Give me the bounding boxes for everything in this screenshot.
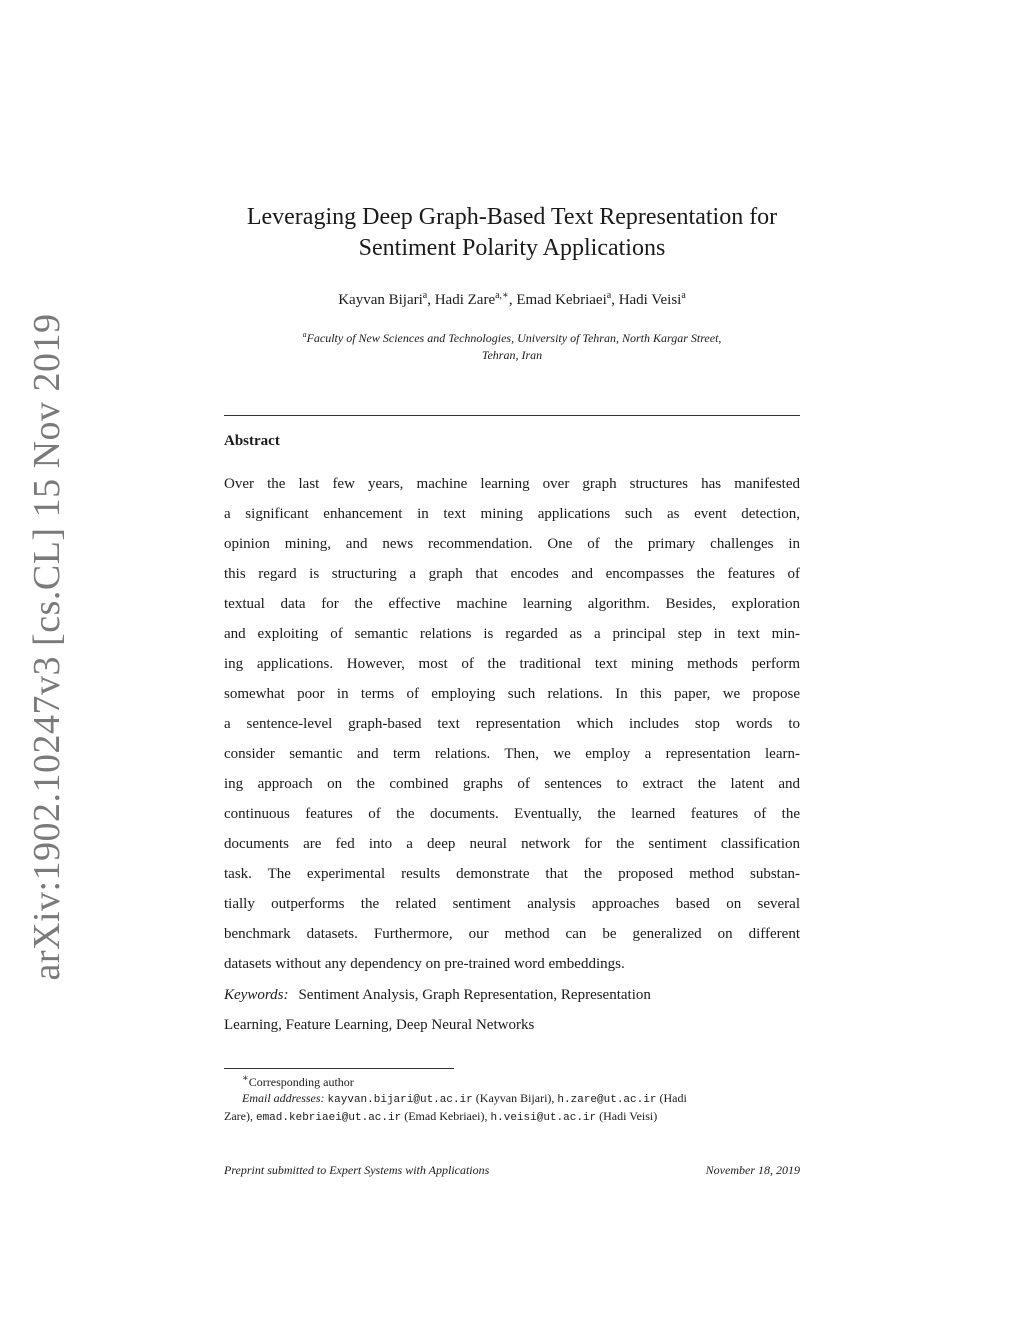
affiliation [224,326,800,364]
abstract-line: ing applications. However, most of the traditional text mining methods perform [224,656,800,672]
abstract-line: datasets without any dependency on pre-trained word embeddings. [224,956,625,972]
keywords [224,980,800,1040]
title-line-2: Sentiment Polarity Applications [358,235,666,261]
email-owner: (Kayvan Bijari), [475,1091,555,1105]
arxiv-identifier-stamp: arXiv:1902.10247v3 [cs.CL] 15 Nov 2019 [26,313,68,981]
keywords-line-1: Sentiment Analysis, Graph Representation, Representation [298,987,651,1003]
abstract-line: task. The experimental results demonstrate that the proposed method substan- [224,866,800,882]
abstract-line: textual data for the effective machine learning algorithm. Besides, exploration [224,596,800,612]
corresponding-author-note [224,1071,800,1090]
abstract-line: tially outperforms the related sentiment analysis approaches based on several [224,896,800,912]
email-owner: (Hadi [659,1091,687,1105]
abstract-heading: Abstract [224,433,280,449]
email-link[interactable]: h.zare@ut.ac.ir [557,1094,657,1106]
email-line-1 [224,1090,800,1108]
corresponding-mark: ∗ [242,1073,249,1084]
email-link[interactable]: h.veisi@ut.ac.ir [490,1112,597,1124]
abstract-line: opinion mining, and news recommendation. One of the primary challenges in [224,536,800,552]
paper-title [224,202,800,264]
email-link[interactable]: emad.kebriaei@ut.ac.ir [255,1112,402,1124]
email-owner: (Hadi Veisi) [599,1109,658,1123]
email-owner: (Emad Kebriaei), [404,1109,488,1123]
footer-preprint-note: Preprint submitted to Expert Systems with Applications [224,1163,490,1177]
footer-date: November 18, 2019 [705,1163,800,1177]
abstract-body [224,469,800,979]
abstract-line: benchmark datasets. Furthermore, our method can be generalized on different [224,926,800,942]
affiliation-mark: a [302,330,307,339]
abstract-line: ing approach on the combined graphs of sentences to extract the latent and [224,776,800,792]
abstract-line: this regard is structuring a graph that encodes and encompasses the features of [224,566,800,582]
abstract-line: Over the last few years, machine learning over graph structures has manifested [224,476,800,492]
corresponding-text: Corresponding author [248,1075,354,1089]
abstract-line: continuous features of the documents. Eventually, the learned features of the [224,806,800,822]
author-name: Kayvan Bijari [338,292,423,308]
author-list: Kayvan Bijari$^a$, Hadi Zare$^{a,∗}$, Emad Kebriaei$^a$, Hadi Veisi$^a$ [338,290,686,308]
email-link[interactable]: kayvan.bijari@ut.ac.ir [327,1094,473,1106]
email-line-2 [224,1108,800,1126]
abstract-line: a sentence-level graph-based text representation which includes stop words to [224,716,800,732]
author-name: Hadi Veisi [618,292,682,308]
email-owner-wrap: Zare), [224,1109,253,1123]
author-affil-mark: a [606,290,612,301]
affiliation-line-2: Tehran, Iran [481,348,543,362]
author-affil-mark: a [422,290,428,301]
author-affil-mark: a,∗ [495,290,509,301]
keywords-line-2: Learning, Feature Learning, Deep Neural Networks [224,1017,535,1033]
footnotes [224,1071,800,1126]
title-line-1: Leveraging Deep Graph-Based Text Representation for [246,204,778,230]
footnote-rule [224,1068,454,1069]
abstract-top-rule [224,415,800,416]
abstract-line: a significant enhancement in text mining applications such as event detection, [224,506,800,522]
author-name: Hadi Zare [434,292,496,308]
abstract-line: and exploiting of semantic relations is regarded as a principal step in text min- [224,626,800,642]
abstract-line: documents are fed into a deep neural network for the sentiment classification [224,836,800,852]
affiliation-line-1: Faculty of New Sciences and Technologies, University of Tehran, North Kargar Street, [306,331,722,345]
email-label: Email addresses: [242,1091,325,1105]
author-name: Emad Kebriaei [516,292,607,308]
author-affil-mark: a [681,290,686,301]
abstract-line: somewhat poor in terms of employing such relations. In this paper, we propose [224,686,800,702]
abstract-line: consider semantic and term relations. Then, we employ a representation learn- [224,746,800,762]
keywords-label: Keywords: [224,987,289,1003]
